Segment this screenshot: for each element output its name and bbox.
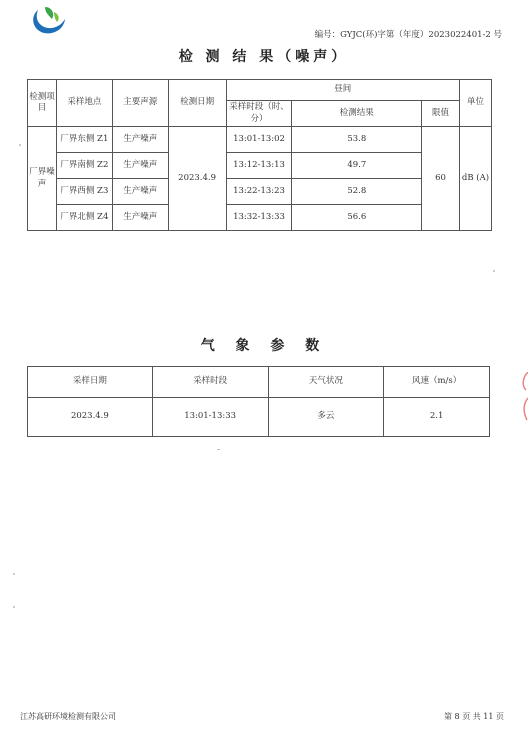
source-cell: 生产噪声 — [112, 179, 168, 205]
scan-speck — [13, 573, 15, 575]
scan-speck — [19, 144, 21, 146]
location-cell: 厂界西侧 Z3 — [56, 179, 112, 205]
weather-table — [27, 366, 490, 437]
table-row — [28, 127, 492, 153]
weather-header-time: 采样时段 — [152, 367, 268, 398]
source-cell: 生产噪声 — [112, 153, 168, 179]
result-cell: 56.6 — [292, 205, 422, 231]
header-limit: 限值 — [422, 101, 460, 127]
table-row — [28, 398, 490, 437]
noise-section-title: 检 测 结 果（噪声） — [178, 49, 350, 65]
location-cell: 厂界南侧 Z2 — [56, 153, 112, 179]
weather-header-date: 采样日期 — [28, 367, 153, 398]
time-cell: 13:32-13:33 — [226, 205, 292, 231]
result-cell: 53.8 — [292, 127, 422, 153]
weather-section-title: 气 象 参 数 — [200, 338, 328, 354]
scan-speck — [217, 449, 220, 450]
weather-header-weather: 天气状况 — [268, 367, 384, 398]
header-source: 主要声源 — [112, 80, 168, 127]
wind-speed-cell: 2.1 — [384, 398, 490, 437]
document-number: 编号：GYJC(环)字第（年度）2023022401-2 号 — [314, 30, 502, 40]
header-location: 采样地点 — [56, 80, 112, 127]
time-cell: 13:01-13:02 — [226, 127, 292, 153]
location-cell: 厂界北侧 Z4 — [56, 205, 112, 231]
unit-cell: dB (A) — [460, 127, 492, 231]
scan-speck — [13, 606, 15, 608]
header-result: 检测结果 — [292, 101, 422, 127]
weather-time-cell: 13:01-13:33 — [152, 398, 268, 437]
weather-condition-cell: 多云 — [268, 398, 384, 437]
item-name-cell: 厂界噪声 — [28, 127, 57, 231]
header-date: 检测日期 — [168, 80, 226, 127]
seal-stamp-edge — [520, 372, 528, 422]
date-cell: 2023.4.9 — [168, 127, 226, 231]
scan-speck — [493, 270, 495, 272]
time-cell: 13:22-13:23 — [226, 179, 292, 205]
source-cell: 生产噪声 — [112, 205, 168, 231]
location-cell: 厂界东侧 Z1 — [56, 127, 112, 153]
weather-header-wind: 风速（m/s） — [384, 367, 490, 398]
result-cell: 52.8 — [292, 179, 422, 205]
header-time: 采样时段（时、分） — [226, 101, 292, 127]
limit-cell: 60 — [422, 127, 460, 231]
page-number: 第 8 页 共 11 页 — [444, 712, 504, 721]
weather-date-cell: 2023.4.9 — [28, 398, 153, 437]
source-cell: 生产噪声 — [112, 127, 168, 153]
header-item: 检测项目 — [28, 80, 57, 127]
company-name: 江苏高研环境检测有限公司 — [20, 712, 116, 721]
result-cell: 49.7 — [292, 153, 422, 179]
header-unit: 单位 — [460, 80, 492, 127]
time-cell: 13:12-13:13 — [226, 153, 292, 179]
noise-results-table — [27, 79, 492, 231]
company-logo — [28, 4, 68, 38]
header-daytime: 昼间 — [226, 80, 459, 101]
